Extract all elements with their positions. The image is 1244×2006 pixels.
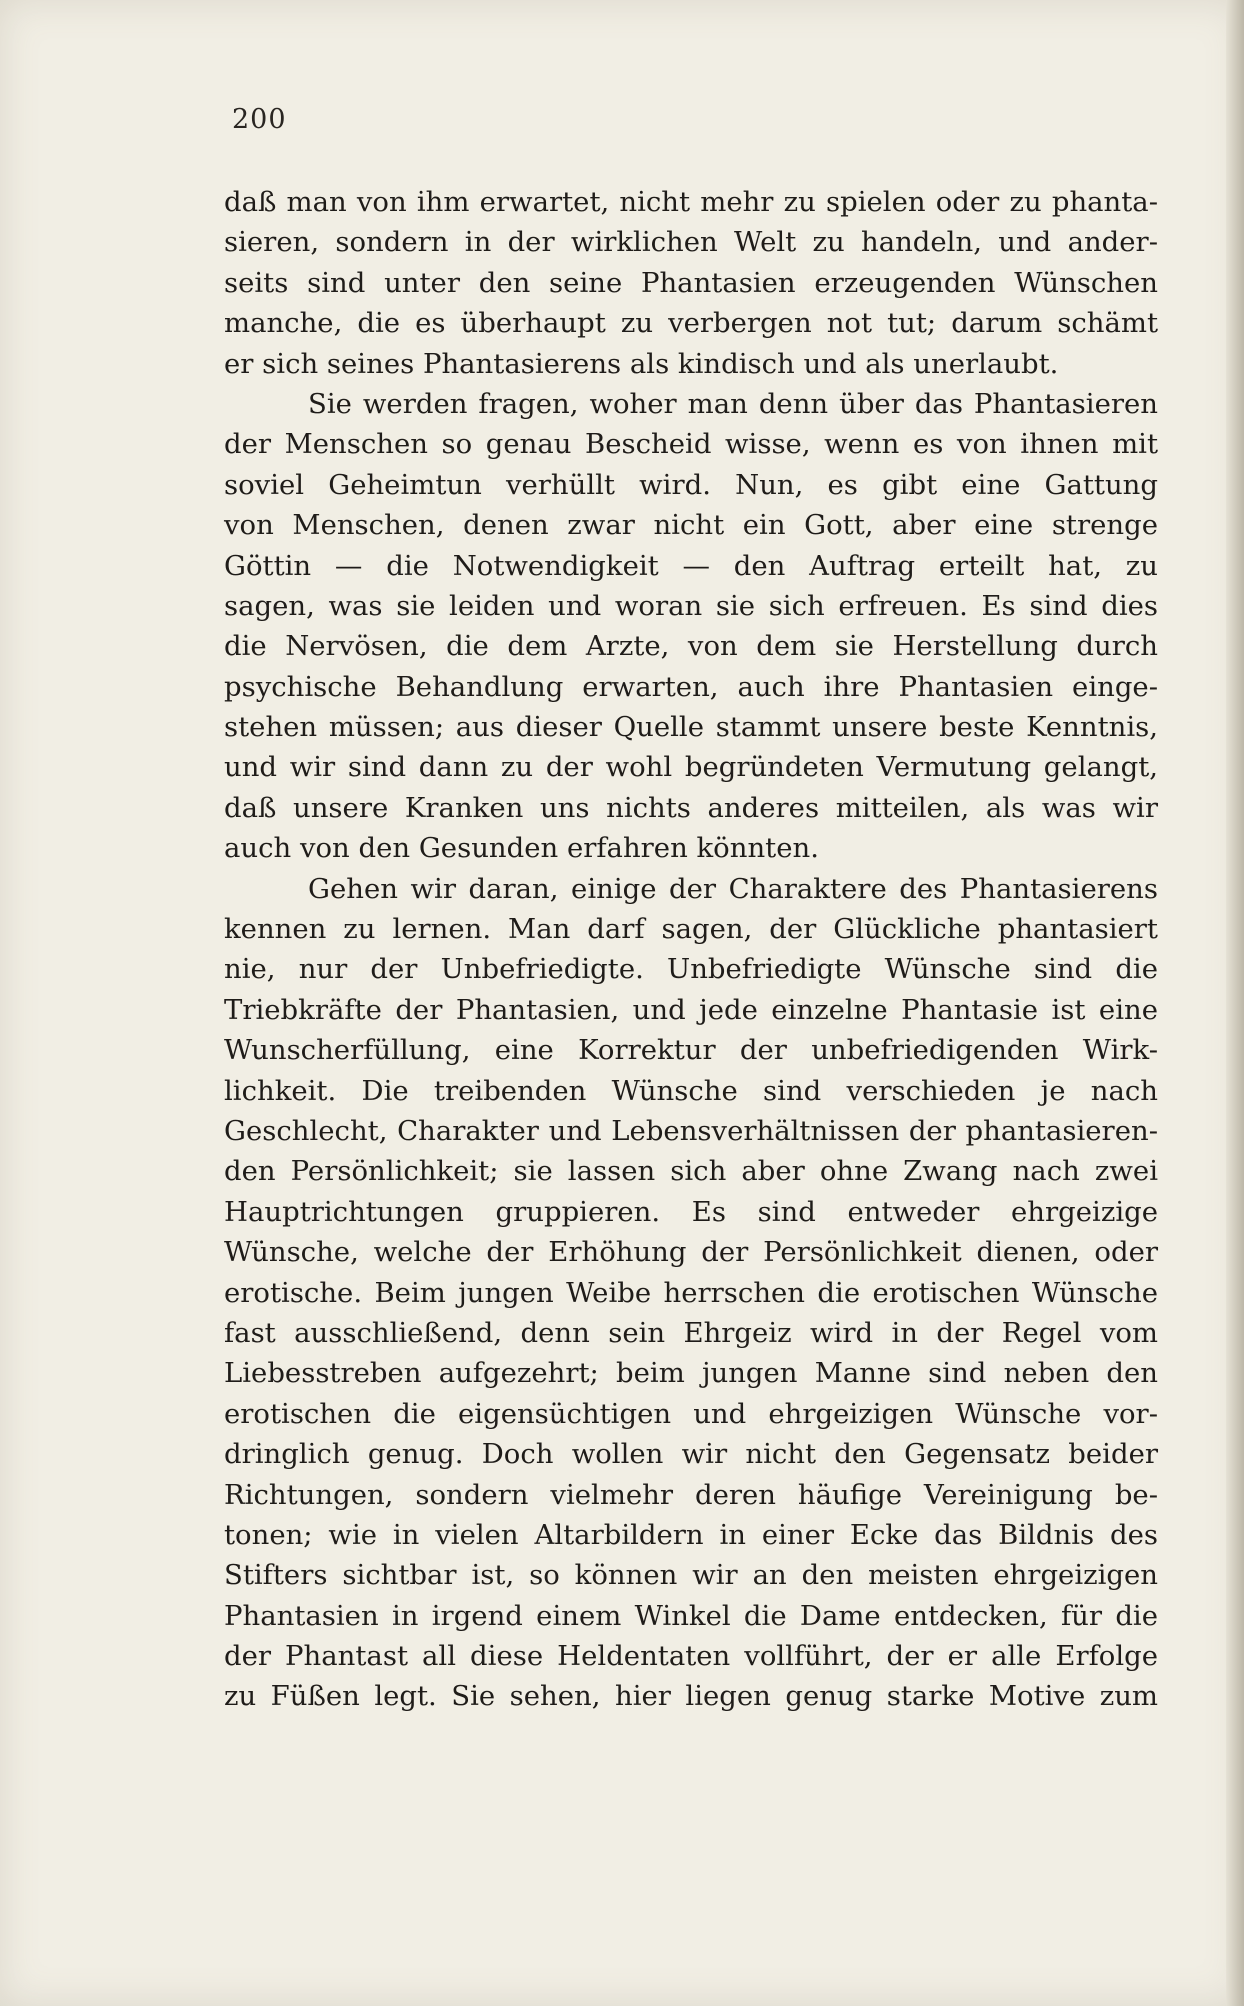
- text-line: Stifters sichtbar ist, so können wir an den meisten ehrgeizigen: [224, 1559, 1158, 1592]
- text-line: dringlich genug. Doch wollen wir nicht den Gegensatz beider: [224, 1438, 1158, 1471]
- text-line: Göttin — die Notwendigkeit — den Auftrag erteilt hat, zu: [224, 549, 1158, 582]
- text-line: lichkeit. Die treibenden Wünsche sind verschieden je nach: [224, 1074, 1158, 1107]
- page-number: 200: [232, 104, 287, 135]
- text-line: auch von den Gesunden erfahren könnten.: [224, 832, 819, 865]
- text-line: Geschlecht, Charakter und Lebensverhältnissen der phantasieren-: [224, 1114, 1158, 1147]
- text-line: tonen; wie in vielen Altarbildern in einer Ecke das Bildnis des: [224, 1518, 1158, 1551]
- text-line: von Menschen, denen zwar nicht ein Gott, aber eine strenge: [224, 509, 1158, 542]
- text-line: soviel Geheimtun verhüllt wird. Nun, es gibt eine Gattung: [224, 468, 1158, 501]
- text-line: nie, nur der Unbefriedigte. Unbefriedigte Wünsche sind die: [224, 953, 1158, 986]
- text-line: manche, die es überhaupt zu verbergen not tut; darum schämt: [224, 307, 1158, 340]
- text-line: fast ausschließend, denn sein Ehrgeiz wird in der Regel vom: [224, 1316, 1158, 1349]
- text-line: sagen, was sie leiden und woran sie sich erfreuen. Es sind dies: [224, 589, 1158, 622]
- text-line: Phantasien in irgend einem Winkel die Dame entdecken, für die: [224, 1599, 1158, 1632]
- text-line: die Nervösen, die dem Arzte, von dem sie Herstellung durch: [224, 630, 1158, 663]
- text-line: psychische Behandlung erwarten, auch ihre Phantasien einge-: [224, 670, 1158, 703]
- text-line: stehen müssen; aus dieser Quelle stammt unsere beste Kenntnis,: [224, 711, 1158, 744]
- text-line: Gehen wir daran, einige der Charaktere des Phantasierens: [308, 872, 1158, 905]
- text-line: er sich seines Phantasierens als kindisch und als unerlaubt.: [224, 347, 1059, 380]
- text-line: Wünsche, welche der Erhöhung der Persönlichkeit dienen, oder: [224, 1236, 1158, 1269]
- text-line: Triebkräfte der Phantasien, und jede einzelne Phantasie ist eine: [224, 993, 1158, 1026]
- text-line: den Persönlichkeit; sie lassen sich aber ohne Zwang nach zwei: [224, 1155, 1158, 1188]
- text-line: kennen zu lernen. Man darf sagen, der Glückliche phantasiert: [224, 913, 1158, 946]
- text-line: sieren, sondern in der wirklichen Welt zu handeln, und ander-: [224, 226, 1158, 259]
- text-line: Liebesstreben aufgezehrt; beim jungen Manne sind neben den: [224, 1357, 1158, 1390]
- text-line: erotische. Beim jungen Weibe herrschen die erotischen Wünsche: [224, 1276, 1158, 1309]
- text-line: und wir sind dann zu der wohl begründeten Vermutung gelangt,: [224, 751, 1158, 784]
- text-line: Hauptrichtungen gruppieren. Es sind entweder ehrgeizige: [224, 1195, 1158, 1228]
- text-line: Wunscherfüllung, eine Korrektur der unbefriedigenden Wirk-: [224, 1034, 1158, 1067]
- text-line: der Menschen so genau Bescheid wisse, wenn es von ihnen mit: [224, 428, 1158, 461]
- body-text: [224, 182, 1158, 1717]
- text-line: Richtungen, sondern vielmehr deren häufige Vereinigung be-: [224, 1478, 1158, 1511]
- text-line: erotischen die eigensüchtigen und ehrgeizigen Wünsche vor-: [224, 1397, 1158, 1430]
- text-line: seits sind unter den seine Phantasien erzeugenden Wünschen: [224, 266, 1158, 299]
- text-line: zu Füßen legt. Sie sehen, hier liegen genug starke Motive zum: [224, 1680, 1158, 1713]
- text-line: daß unsere Kranken uns nichts anderes mitteilen, als was wir: [224, 791, 1158, 824]
- text-line: Sie werden fragen, woher man denn über das Phantasieren: [308, 387, 1158, 420]
- text-line: daß man von ihm erwartet, nicht mehr zu spielen oder zu phanta-: [224, 186, 1158, 218]
- text-line: der Phantast all diese Heldentaten vollführt, der er alle Erfolge: [224, 1640, 1158, 1673]
- page-edge-shadow: [1226, 0, 1244, 2006]
